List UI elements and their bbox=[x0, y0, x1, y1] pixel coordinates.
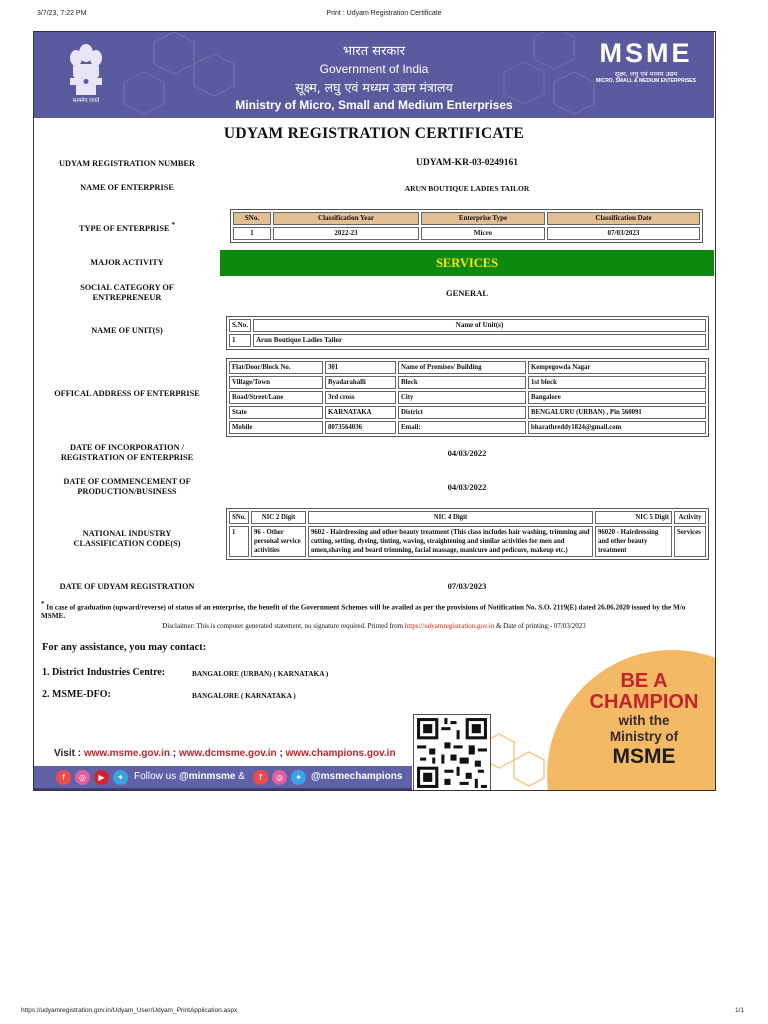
govt-title-hindi: भारत सरकार bbox=[342, 44, 406, 59]
twitter-icon[interactable]: ✦ bbox=[291, 770, 306, 785]
table-cell: City bbox=[398, 391, 526, 404]
incorporation-date: 04/03/2022 bbox=[447, 448, 487, 458]
major-activity-value: SERVICES bbox=[220, 250, 714, 276]
address-label: OFFICAL ADDRESS OF ENTERPRISE bbox=[54, 389, 200, 398]
table-row bbox=[229, 421, 706, 434]
visit-label: Visit : bbox=[54, 748, 82, 759]
social-category: GENERAL bbox=[445, 288, 489, 298]
footnote-marker: * bbox=[41, 600, 45, 608]
major-activity-label: MAJOR ACTIVITY bbox=[90, 258, 164, 267]
promo-line-1: BE A bbox=[620, 670, 668, 692]
twitter-icon[interactable]: ✦ bbox=[113, 770, 128, 785]
udyam-date: 07/03/2023 bbox=[447, 581, 487, 591]
disclaimer bbox=[34, 622, 714, 630]
visit-links bbox=[54, 748, 396, 759]
table-cell: 8073564036 bbox=[325, 421, 396, 434]
follow-text bbox=[134, 771, 245, 782]
print-footer-url: https://udyamregistration.gov.in/Udyam_User/Udyam_PrintApplication.aspx bbox=[21, 1007, 238, 1014]
portal-link[interactable]: https://udyamregistration.gov.in bbox=[404, 622, 495, 630]
table-cell: Byadarahalli bbox=[325, 376, 396, 389]
dic-value: BANGALORE (URBAN) ( KARNATAKA ) bbox=[192, 669, 329, 678]
certificate-title: UDYAM REGISTRATION CERTIFICATE bbox=[223, 125, 525, 142]
govt-title-english: Government of India bbox=[319, 62, 429, 76]
table-cell: 96 - Other personal service activities bbox=[251, 526, 306, 557]
table-header: Name of Unit(s) bbox=[253, 319, 706, 332]
table-cell: 9602 - Hairdressing and other beauty treatment (This class includes hair washing, trimming and cutting, setting, dyeing, tinting, waving, straightening and similar activities for men and omen,shaving and beard trimming, facial massage, manicure and pedicure, makeup etc.) bbox=[308, 526, 593, 557]
ministry-title-hindi: सूक्ष्म, लघु एवं मध्यम उद्यम मंत्रालय bbox=[295, 80, 453, 95]
incorporation-label bbox=[34, 443, 220, 463]
table-cell: Kempegowda Nagar bbox=[528, 361, 706, 374]
follow-label: Follow us bbox=[134, 771, 177, 782]
table-row bbox=[229, 391, 706, 404]
table-row bbox=[229, 526, 706, 557]
table-cell: 1 bbox=[229, 526, 249, 557]
emblem-caption: सत्यमेव जयते bbox=[72, 98, 100, 104]
incorporation-label-line1: DATE OF INCORPORATION / bbox=[70, 443, 184, 452]
graduation-footnote bbox=[41, 600, 709, 621]
link-separator: ; bbox=[169, 748, 179, 759]
table-header: NIC 5 Digit bbox=[595, 511, 672, 524]
print-page-title: Print : Udyam Registration Certificate bbox=[326, 10, 442, 17]
enterprise-name-label: NAME OF ENTERPRISE bbox=[80, 183, 174, 192]
handle-separator: & bbox=[238, 771, 245, 782]
footnote-text: In case of graduation (upward/reverse) of status of an enterprise, the benefit of the Government Schemes will be availed as per the provisions of Notification No. S.O. 2119(E) dated 26.06.2020 issued by the M/o MSME. bbox=[41, 603, 686, 621]
table-header: S.No. bbox=[229, 319, 251, 332]
classification-table bbox=[230, 209, 703, 243]
youtube-icon[interactable]: ▶ bbox=[94, 770, 109, 785]
print-footer-page: 1/1 bbox=[735, 1007, 745, 1014]
incorporation-label-line2: REGISTRATION OF ENTERPRISE bbox=[60, 453, 194, 462]
table-cell: 96020 - Hairdressing and other beauty treatment bbox=[595, 526, 672, 557]
msme-logo-english: MICRO, SMALL & MEDIUM ENTERPRISES bbox=[596, 78, 696, 84]
nic-label-line1: NATIONAL INDUSTRY bbox=[82, 529, 172, 538]
table-cell: 301 bbox=[325, 361, 396, 374]
commencement-date: 04/03/2022 bbox=[447, 482, 487, 492]
table-cell: Bangalore bbox=[528, 391, 706, 404]
table-header: Classification Year bbox=[273, 212, 419, 225]
handle-minmsme[interactable]: @minmsme bbox=[179, 771, 236, 782]
msme-website-link[interactable]: www.msme.gov.in bbox=[83, 748, 170, 759]
units-table bbox=[226, 316, 709, 350]
address-table bbox=[226, 358, 709, 437]
table-cell: Flat/Door/Block No. bbox=[229, 361, 323, 374]
table-cell: KARNATAKA bbox=[325, 406, 396, 419]
table-row bbox=[233, 227, 700, 240]
social-category-label bbox=[34, 283, 220, 303]
social-bar bbox=[34, 766, 412, 790]
table-cell: District bbox=[398, 406, 526, 419]
commencement-label-line2: PRODUCTION/BUSINESS bbox=[77, 487, 177, 496]
table-cell: Services bbox=[674, 526, 706, 557]
table-header: SNo. bbox=[233, 212, 271, 225]
table-cell: 3rd cross bbox=[325, 391, 396, 404]
promo-line-2: CHAMPION bbox=[589, 691, 699, 713]
udyam-date-label: DATE OF UDYAM REGISTRATION bbox=[59, 582, 195, 591]
table-cell: 1 bbox=[229, 334, 251, 347]
nic-label bbox=[34, 529, 220, 549]
enterprise-name: ARUN BOUTIQUE LADIES TAILOR bbox=[404, 184, 530, 193]
promo-line-4: Ministry of bbox=[609, 729, 679, 744]
table-cell: Micro bbox=[421, 227, 545, 240]
email-link[interactable]: bharathreddy1824@gmail.com bbox=[528, 421, 706, 434]
table-header: Classification Date bbox=[547, 212, 700, 225]
promo-line-3: with the bbox=[618, 713, 670, 728]
champions-website-link[interactable]: www.champions.gov.in bbox=[285, 748, 396, 759]
promo-line-5: MSME bbox=[612, 745, 676, 768]
table-cell: Village/Town bbox=[229, 376, 323, 389]
enterprise-type-marker: * bbox=[171, 222, 176, 229]
table-cell: Name of Premises/ Building bbox=[398, 361, 526, 374]
handle-msmechampions[interactable]: @msmechampions bbox=[311, 771, 403, 782]
facebook-icon[interactable]: f bbox=[253, 770, 268, 785]
table-cell: 1 bbox=[233, 227, 271, 240]
enterprise-type-label bbox=[34, 221, 220, 234]
unit-name-label: NAME OF UNIT(S) bbox=[91, 326, 163, 335]
print-datetime: 3/7/23, 7:22 PM bbox=[37, 10, 87, 17]
table-cell: State bbox=[229, 406, 323, 419]
commencement-label-line1: DATE OF COMMENCEMENT OF bbox=[63, 477, 191, 486]
table-cell: 07/03/2023 bbox=[547, 227, 700, 240]
table-cell: BENGALURU (URBAN) , Pin 560091 bbox=[528, 406, 706, 419]
dic-label: 1. District Industries Centre: bbox=[42, 667, 166, 678]
instagram-icon[interactable]: ◎ bbox=[75, 770, 90, 785]
table-row bbox=[229, 406, 706, 419]
disclaimer-text: Disclaimer: This is computer generated statement, no signature required. Printed from bbox=[162, 622, 404, 630]
disclaimer-date: & Date of printing:- 07/03/2023 bbox=[495, 622, 586, 630]
commencement-label bbox=[34, 477, 220, 497]
table-row bbox=[229, 361, 706, 374]
qr-code bbox=[413, 714, 491, 791]
government-banner bbox=[34, 32, 714, 118]
table-cell: Mobile bbox=[229, 421, 323, 434]
instagram-icon[interactable]: ◎ bbox=[272, 770, 287, 785]
table-header: Enterprise Type bbox=[421, 212, 545, 225]
dfo-value: BANGALORE ( KARNATAKA ) bbox=[192, 691, 296, 700]
dfo-label: 2. MSME-DFO: bbox=[42, 689, 111, 700]
table-row bbox=[229, 334, 706, 347]
ministry-title-english: Ministry of Micro, Small and Medium Enterprises bbox=[235, 98, 513, 112]
nic-table bbox=[226, 508, 709, 560]
social-category-label-line1: SOCIAL CATEGORY OF bbox=[80, 283, 174, 292]
msme-logo: MSME bbox=[599, 38, 693, 68]
table-cell: Road/Street/Lane bbox=[229, 391, 323, 404]
table-header: NIC 2 Digit bbox=[251, 511, 306, 524]
table-cell: Arun Boutique Ladies Tailor bbox=[253, 334, 706, 347]
table-header: NIC 4 Digit bbox=[308, 511, 593, 524]
table-header: Activity bbox=[674, 511, 706, 524]
msme-logo-hindi: सूक्ष्म, लघु एवं मध्यम उद्यम bbox=[614, 70, 678, 78]
nic-label-line2: CLASSIFICATION CODE(S) bbox=[73, 539, 181, 548]
social-category-label-line2: ENTREPRENEUR bbox=[92, 293, 162, 302]
reg-number: UDYAM-KR-03-0249161 bbox=[415, 158, 519, 168]
reg-number-label: UDYAM REGISTRATION NUMBER bbox=[59, 159, 195, 168]
enterprise-type-label-text: TYPE OF ENTERPRISE bbox=[78, 223, 170, 233]
table-cell: Email: bbox=[398, 421, 526, 434]
table-cell: 2022-23 bbox=[273, 227, 419, 240]
table-header: SNo. bbox=[229, 511, 249, 524]
table-row bbox=[229, 376, 706, 389]
facebook-icon[interactable]: f bbox=[56, 770, 71, 785]
certificate bbox=[33, 31, 716, 791]
table-cell: 1st block bbox=[528, 376, 706, 389]
table-cell: Block bbox=[398, 376, 526, 389]
link-separator: ; bbox=[276, 748, 286, 759]
assistance-heading: For any assistance, you may contact: bbox=[42, 642, 207, 653]
dcmsme-website-link[interactable]: www.dcmsme.gov.in bbox=[178, 748, 277, 759]
